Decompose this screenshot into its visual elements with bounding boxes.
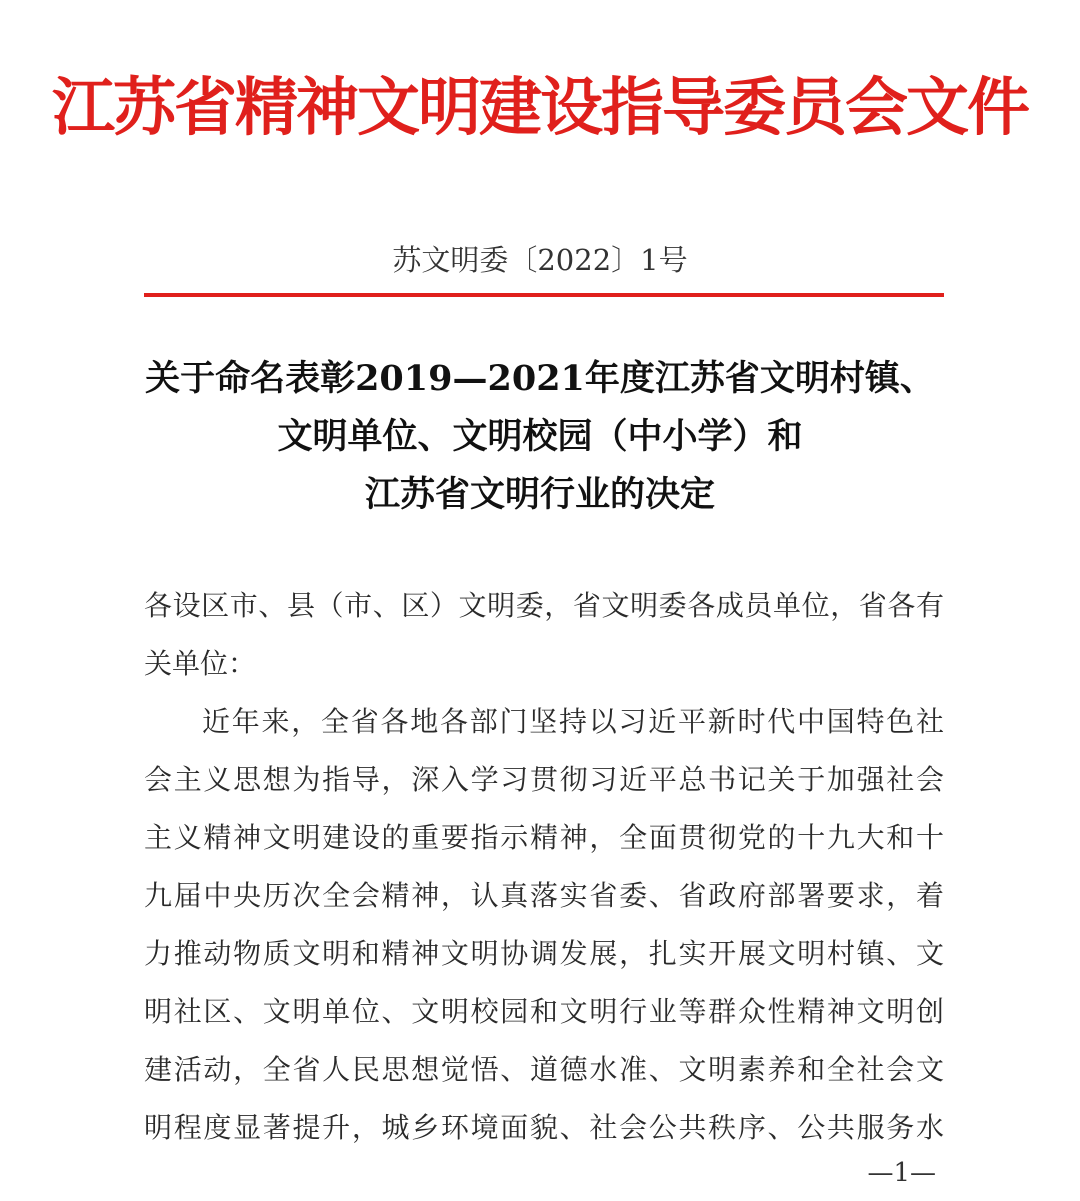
paragraph-line-3: 主义精神文明建设的重要指示精神，全面贯彻党的十九大和十 (144, 821, 944, 854)
red-divider-line (144, 293, 944, 297)
title-line-2: 文明单位、文明校园（中小学）和 (277, 416, 803, 457)
document-title (0, 350, 1080, 524)
document-number: 苏文明委〔2022〕1号 (392, 243, 688, 277)
paragraph-line-8: 明程度显著提升，城乡环境面貌、社会公共秩序、公共服务水 (144, 1111, 944, 1144)
paragraph-line-5: 力推动物质文明和精神文明协调发展，扎实开展文明村镇、文 (144, 937, 944, 970)
page-number: —1— (867, 1158, 936, 1188)
paragraph-line-7: 建活动，全省人民思想觉悟、道德水准、文明素养和全社会文 (144, 1053, 944, 1086)
document-masthead: 江苏省精神文明建设指导委员会文件 (52, 70, 1028, 144)
paragraph-line-4: 九届中央历次全会精神，认真落实省委、省政府部署要求，着 (144, 879, 944, 912)
paragraph-line-6: 明社区、文明单位、文明校园和文明行业等群众性精神文明创 (144, 995, 944, 1028)
title-line-3: 江苏省文明行业的决定 (364, 474, 715, 515)
document-body (144, 577, 944, 1157)
title-line-1: 关于命名表彰2019—2021年度江苏省文明村镇、 (145, 358, 935, 399)
salutation-line-2: 关单位： (144, 647, 257, 680)
paragraph-line-1: 近年来，全省各地各部门坚持以习近平新时代中国特色社 (202, 705, 944, 738)
salutation-line-1: 各设区市、县（市、区）文明委，省文明委各成员单位，省各有 (144, 589, 944, 622)
paragraph-line-2: 会主义思想为指导，深入学习贯彻习近平总书记关于加强社会 (144, 763, 944, 796)
